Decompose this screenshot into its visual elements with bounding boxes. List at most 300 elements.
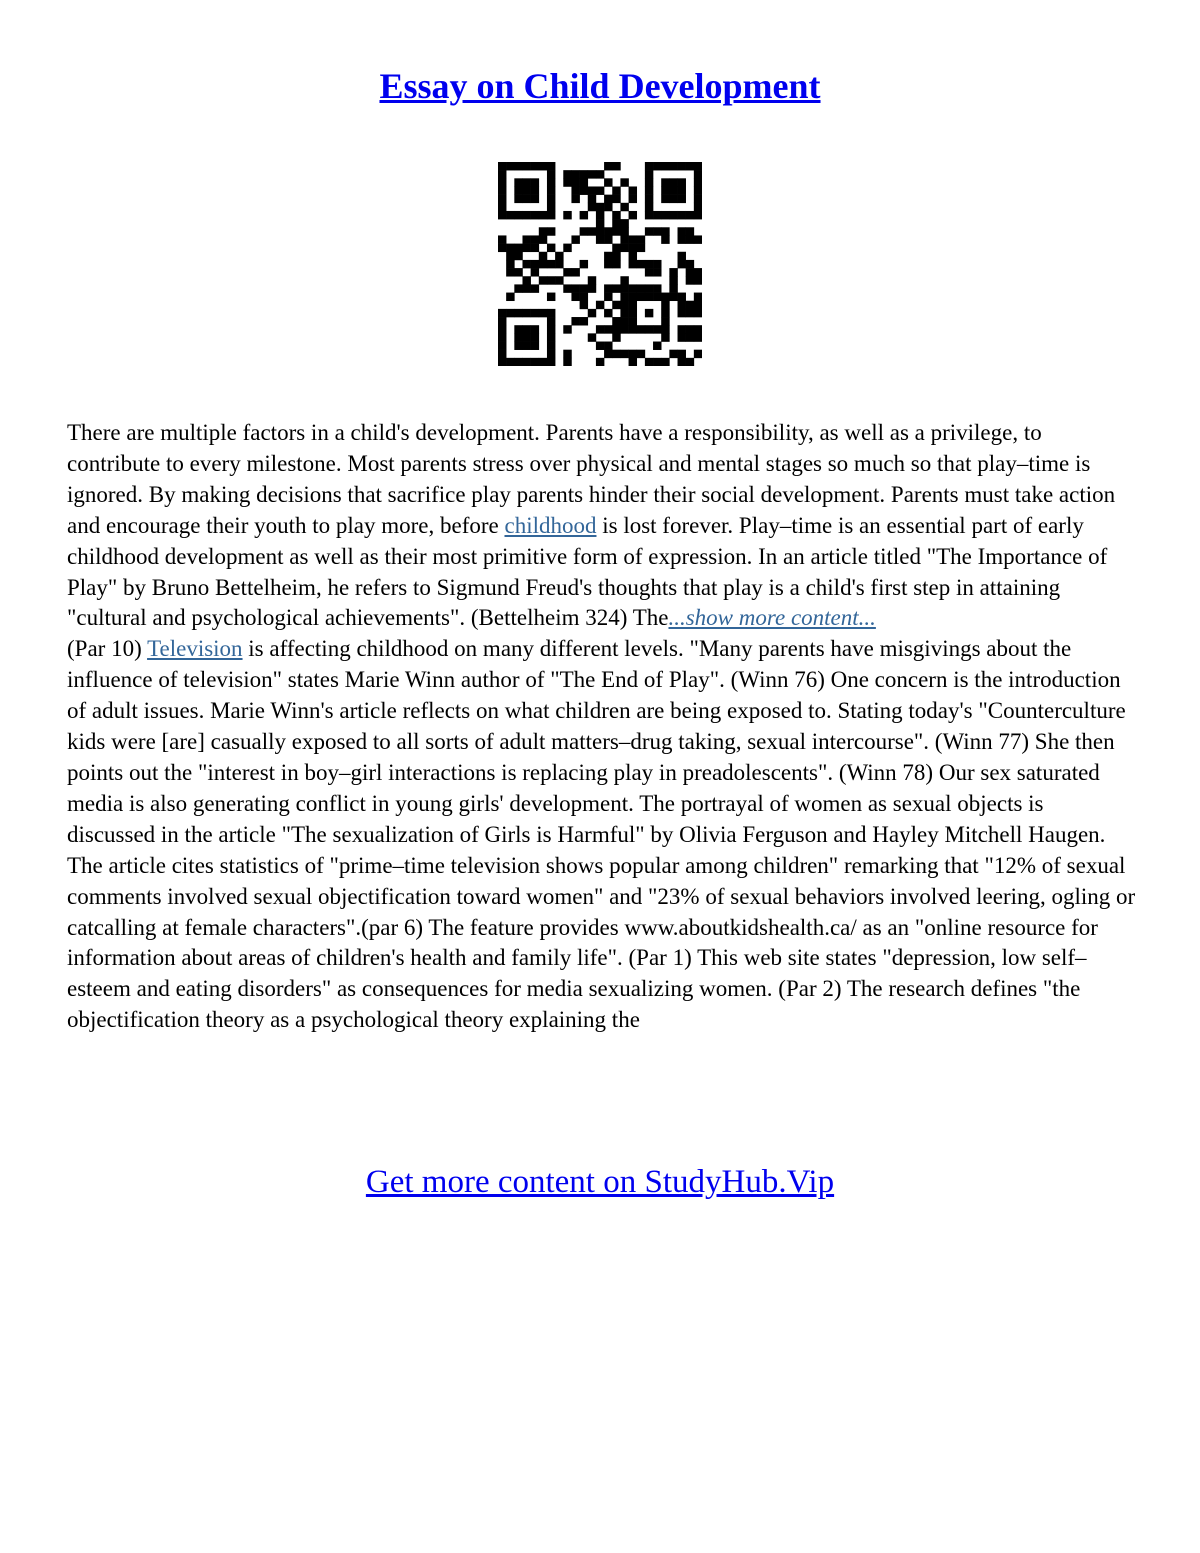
childhood-link[interactable]: childhood	[504, 512, 597, 538]
qr-module	[588, 284, 596, 292]
qr-module	[612, 195, 620, 203]
qr-module	[514, 252, 522, 260]
qr-module	[661, 211, 669, 219]
qr-module	[588, 227, 596, 235]
qr-module	[686, 162, 694, 170]
qr-module	[514, 186, 522, 194]
qr-module	[612, 260, 620, 268]
qr-module	[645, 293, 653, 301]
qr-module	[522, 276, 530, 284]
qr-module	[678, 162, 686, 170]
qr-module	[531, 260, 539, 268]
qr-module	[571, 195, 579, 203]
qr-module	[547, 342, 555, 350]
qr-module	[604, 195, 612, 203]
qr-module	[645, 195, 653, 203]
qr-module	[620, 293, 628, 301]
qr-module	[694, 350, 702, 358]
qr-module	[539, 260, 547, 268]
qr-module	[637, 244, 645, 252]
qr-module	[645, 162, 653, 170]
qr-module	[620, 301, 628, 309]
qr-module	[547, 178, 555, 186]
qr-module	[645, 260, 653, 268]
title-link[interactable]: Essay on Child Development	[379, 66, 821, 106]
qr-module	[522, 260, 530, 268]
qr-module	[506, 244, 514, 252]
qr-module	[563, 178, 571, 186]
qr-module	[678, 333, 686, 341]
qr-module	[661, 293, 669, 301]
qr-module	[645, 325, 653, 333]
qr-module	[596, 203, 604, 211]
qr-module	[604, 293, 612, 301]
qr-module	[498, 203, 506, 211]
qr-module	[612, 186, 620, 194]
qr-module	[629, 252, 637, 260]
qr-module	[637, 284, 645, 292]
qr-module	[645, 309, 653, 317]
qr-module	[531, 342, 539, 350]
qr-module	[620, 325, 628, 333]
qr-module	[653, 227, 661, 235]
qr-module	[694, 235, 702, 243]
qr-module	[522, 342, 530, 350]
qr-module	[678, 211, 686, 219]
qr-module	[596, 301, 604, 309]
qr-module	[620, 219, 628, 227]
qr-module	[531, 325, 539, 333]
qr-module	[522, 284, 530, 292]
qr-module	[571, 178, 579, 186]
qr-module	[596, 325, 604, 333]
qr-module	[498, 170, 506, 178]
qr-module	[571, 317, 579, 325]
qr-module	[498, 178, 506, 186]
qr-module	[547, 325, 555, 333]
qr-module	[629, 309, 637, 317]
qr-module	[531, 268, 539, 276]
qr-module	[678, 235, 686, 243]
qr-module	[555, 276, 563, 284]
qr-module	[678, 260, 686, 268]
qr-module	[604, 203, 612, 211]
qr-module	[629, 260, 637, 268]
qr-module	[620, 203, 628, 211]
qr-module	[686, 358, 694, 366]
qr-module	[498, 162, 506, 170]
qr-module	[531, 178, 539, 186]
qr-module	[531, 244, 539, 252]
qr-module	[669, 211, 677, 219]
qr-module	[506, 358, 514, 366]
qr-module	[629, 325, 637, 333]
qr-module	[645, 203, 653, 211]
qr-module	[498, 350, 506, 358]
qr-module	[539, 252, 547, 260]
qr-module	[694, 195, 702, 203]
qr-module	[506, 162, 514, 170]
qr-module	[596, 170, 604, 178]
qr-module	[694, 178, 702, 186]
qr-module	[522, 178, 530, 186]
qr-module	[539, 211, 547, 219]
qr-module	[629, 284, 637, 292]
qr-module	[612, 317, 620, 325]
qr-module	[555, 252, 563, 260]
qr-module	[661, 195, 669, 203]
qr-module	[539, 309, 547, 317]
essay-paragraph-2	[67, 634, 1137, 1036]
qr-module	[522, 325, 530, 333]
qr-module	[612, 284, 620, 292]
qr-module	[669, 276, 677, 284]
qr-module	[514, 333, 522, 341]
qr-module	[522, 358, 530, 366]
qr-module	[669, 284, 677, 292]
qr-module	[588, 276, 596, 284]
qr-module	[604, 342, 612, 350]
qr-module	[686, 268, 694, 276]
qr-module	[547, 309, 555, 317]
qr-module	[604, 162, 612, 170]
qr-module	[629, 350, 637, 358]
qr-module	[653, 268, 661, 276]
qr-module	[661, 186, 669, 194]
qr-module	[588, 309, 596, 317]
qr-module	[580, 260, 588, 268]
qr-module	[645, 358, 653, 366]
qr-module	[686, 260, 694, 268]
qr-module	[531, 284, 539, 292]
studyhub-link[interactable]: Get more content on StudyHub.Vip	[365, 1164, 835, 1200]
qr-module	[620, 317, 628, 325]
qr-module	[563, 244, 571, 252]
qr-module	[522, 162, 530, 170]
qr-module	[612, 219, 620, 227]
qr-module	[686, 301, 694, 309]
qr-module	[498, 309, 506, 317]
qr-module	[514, 162, 522, 170]
qr-code	[498, 162, 702, 366]
qr-module	[498, 244, 506, 252]
qr-module	[531, 186, 539, 194]
qr-module	[588, 170, 596, 178]
qr-module	[629, 293, 637, 301]
qr-module	[629, 235, 637, 243]
qr-module	[686, 211, 694, 219]
qr-module	[506, 260, 514, 268]
qr-module	[694, 162, 702, 170]
qr-module	[694, 203, 702, 211]
qr-module	[539, 276, 547, 284]
qr-module	[661, 235, 669, 243]
qr-module	[678, 350, 686, 358]
qr-module	[694, 276, 702, 284]
qr-code-graphic	[498, 162, 702, 366]
qr-module	[604, 178, 612, 186]
qr-module	[645, 170, 653, 178]
qr-module	[563, 350, 571, 358]
qr-module	[580, 186, 588, 194]
qr-module	[620, 276, 628, 284]
qr-module	[547, 317, 555, 325]
qr-module	[571, 186, 579, 194]
qr-module	[580, 211, 588, 219]
qr-module	[653, 260, 661, 268]
qr-module	[620, 350, 628, 358]
qr-module	[620, 227, 628, 235]
qr-module	[571, 293, 579, 301]
qr-module	[531, 309, 539, 317]
qr-module	[596, 342, 604, 350]
qr-module	[588, 203, 596, 211]
qr-module	[522, 235, 530, 243]
show-more-link[interactable]: ...show more content...	[668, 605, 876, 631]
qr-module	[571, 284, 579, 292]
qr-module	[645, 178, 653, 186]
qr-module	[629, 244, 637, 252]
qr-module	[669, 195, 677, 203]
qr-module	[555, 260, 563, 268]
qr-module	[686, 309, 694, 317]
qr-module	[612, 252, 620, 260]
qr-module	[637, 235, 645, 243]
qr-module	[604, 350, 612, 358]
qr-module	[620, 309, 628, 317]
qr-module	[653, 342, 661, 350]
qr-module	[580, 284, 588, 292]
qr-module	[661, 227, 669, 235]
qr-module	[571, 235, 579, 243]
qr-module	[514, 178, 522, 186]
qr-module	[547, 333, 555, 341]
qr-module	[653, 284, 661, 292]
qr-module	[645, 227, 653, 235]
qr-module	[612, 350, 620, 358]
qr-module	[637, 260, 645, 268]
qr-module	[596, 211, 604, 219]
qr-module	[571, 268, 579, 276]
qr-module	[531, 358, 539, 366]
qr-module	[612, 325, 620, 333]
footer	[0, 1160, 1200, 1204]
qr-module	[522, 211, 530, 219]
qr-module	[604, 235, 612, 243]
qr-module	[596, 186, 604, 194]
qr-module	[637, 293, 645, 301]
qr-module	[588, 186, 596, 194]
qr-module	[686, 325, 694, 333]
qr-module	[661, 333, 669, 341]
qr-module	[531, 162, 539, 170]
qr-module	[604, 227, 612, 235]
qr-module	[669, 293, 677, 301]
qr-module	[539, 227, 547, 235]
qr-module	[629, 211, 637, 219]
qr-module	[694, 268, 702, 276]
qr-module	[604, 284, 612, 292]
qr-module	[694, 309, 702, 317]
qr-module	[506, 268, 514, 276]
qr-module	[653, 358, 661, 366]
qr-module	[563, 358, 571, 366]
qr-module	[547, 162, 555, 170]
qr-module	[596, 235, 604, 243]
qr-module	[580, 178, 588, 186]
qr-module	[612, 244, 620, 252]
qr-module	[514, 211, 522, 219]
qr-module	[645, 211, 653, 219]
qr-module	[669, 178, 677, 186]
qr-module	[678, 186, 686, 194]
qr-module	[539, 235, 547, 243]
qr-module	[637, 325, 645, 333]
qr-module	[522, 195, 530, 203]
qr-module	[514, 244, 522, 252]
qr-module	[506, 252, 514, 260]
qr-module	[531, 333, 539, 341]
qr-module	[604, 325, 612, 333]
qr-module	[563, 268, 571, 276]
qr-module	[596, 358, 604, 366]
qr-module	[629, 186, 637, 194]
qr-module	[669, 268, 677, 276]
qr-module	[547, 293, 555, 301]
qr-module	[653, 325, 661, 333]
qr-module	[629, 195, 637, 203]
qr-module	[547, 195, 555, 203]
qr-module	[620, 244, 628, 252]
qr-module	[531, 211, 539, 219]
essay-text: is affecting childhood on many different levels. "Many parents have misgivings about the influence of television" states Marie Winn author of "The End of Play". (Winn 76) One concern is the introduction of adult issues. Marie Winn's article reflects on what children are being exposed to. Stating today's "Counterculture kids were [are] casually exposed to all sorts of adult matters–drug taking, sexual intercourse". (Winn 77) She then points out the "interest in boy–girl interactions is replacing play in preadolescents". (Winn 78) Our sex saturated media is also generating conflict in young girls' development. The portrayal of women as sexual objects is discussed in the article "The sexualization of Girls is Harmful" by Olivia Ferguson and Hayley Mitchell Haugen. The article cites statistics of "prime–time television shows popular among children" remarking that "12% of sexual comments involved sexual objectification toward women" and "23% of sexual behaviors involved leering, ogling or catcalling at female characters".(par 6) The feature provides www.aboutkidshealth.ca/ as an "online resource for information about areas of children's health and family life". (Par 1) This web site states "depression, low self–esteem and eating disorders" as consequences for media sexualizing women. (Par 2) The research defines "the objectification theory as a psychological theory explaining the	[67, 636, 1136, 1033]
essay-text: is lost forever. Play–time is an essential part of early childhood development as well as their most primitive form of expression. In an article titled "The Importance of Play" by Bruno Bettelheim, he refers to Sigmund Freud's thoughts that play is a child's first step in attaining "cultural and psychological achievements". (Bettelheim 324) The	[67, 512, 1108, 631]
qr-module	[645, 268, 653, 276]
qr-module	[514, 309, 522, 317]
qr-module	[694, 186, 702, 194]
qr-module	[686, 227, 694, 235]
qr-module	[514, 358, 522, 366]
qr-module	[522, 309, 530, 317]
qr-module	[547, 276, 555, 284]
essay-paragraph-1	[67, 418, 1137, 634]
qr-module	[506, 211, 514, 219]
qr-module	[653, 162, 661, 170]
qr-module	[580, 170, 588, 178]
qr-module	[547, 350, 555, 358]
qr-module	[514, 195, 522, 203]
qr-module	[498, 317, 506, 325]
qr-module	[514, 325, 522, 333]
qr-module	[678, 178, 686, 186]
qr-module	[596, 219, 604, 227]
qr-module	[547, 211, 555, 219]
qr-module	[669, 162, 677, 170]
qr-module	[678, 252, 686, 260]
qr-module	[498, 333, 506, 341]
qr-module	[645, 186, 653, 194]
qr-module	[506, 309, 514, 317]
qr-module	[531, 235, 539, 243]
qr-module	[531, 195, 539, 203]
qr-module	[547, 244, 555, 252]
qr-module	[669, 186, 677, 194]
qr-module	[678, 309, 686, 317]
qr-module	[580, 301, 588, 309]
qr-module	[580, 293, 588, 301]
qr-module	[629, 301, 637, 309]
qr-module	[686, 235, 694, 243]
qr-module	[678, 325, 686, 333]
qr-module	[620, 284, 628, 292]
qr-module	[563, 170, 571, 178]
qr-module	[588, 195, 596, 203]
qr-module	[522, 333, 530, 341]
qr-module	[661, 301, 669, 309]
qr-module	[580, 227, 588, 235]
television-link[interactable]: Television	[147, 636, 243, 662]
qr-module	[694, 211, 702, 219]
qr-module	[694, 301, 702, 309]
qr-module	[563, 325, 571, 333]
qr-module	[678, 358, 686, 366]
qr-module	[498, 195, 506, 203]
qr-module	[522, 186, 530, 194]
qr-module	[686, 333, 694, 341]
qr-module	[645, 284, 653, 292]
qr-module	[563, 211, 571, 219]
qr-module	[694, 333, 702, 341]
qr-module	[498, 235, 506, 243]
qr-module	[661, 325, 669, 333]
qr-module	[547, 358, 555, 366]
qr-module	[498, 211, 506, 219]
qr-module	[580, 317, 588, 325]
qr-module	[547, 260, 555, 268]
essay-text: There are multiple factors in a child's development. Parents have a responsibility, as well as a privilege, to contribute to every milestone. Most parents stress over physical and mental stages so much so that play–time is ignored. By making decisions that sacrifice play parents hinder their social development. Parents must take action and encourage their youth to play more, before	[67, 420, 1116, 538]
qr-module	[604, 252, 612, 260]
qr-module	[604, 260, 612, 268]
essay-text: (Par 10)	[67, 636, 148, 662]
qr-module	[588, 333, 596, 341]
qr-module	[514, 342, 522, 350]
qr-module	[539, 358, 547, 366]
qr-module	[694, 293, 702, 301]
qr-module	[694, 325, 702, 333]
qr-module	[506, 293, 514, 301]
qr-module	[547, 186, 555, 194]
qr-module	[620, 178, 628, 186]
qr-module	[547, 170, 555, 178]
qr-module	[539, 162, 547, 170]
qr-module	[686, 276, 694, 284]
qr-module	[498, 186, 506, 194]
page-title	[0, 62, 1200, 110]
qr-module	[522, 244, 530, 252]
qr-module	[547, 203, 555, 211]
qr-module	[612, 333, 620, 341]
qr-module	[678, 195, 686, 203]
qr-module	[620, 235, 628, 243]
qr-module	[514, 284, 522, 292]
qr-module	[629, 317, 637, 325]
qr-module	[661, 178, 669, 186]
qr-module	[604, 309, 612, 317]
qr-module	[498, 342, 506, 350]
qr-module	[637, 350, 645, 358]
qr-module	[678, 227, 686, 235]
qr-module	[498, 325, 506, 333]
